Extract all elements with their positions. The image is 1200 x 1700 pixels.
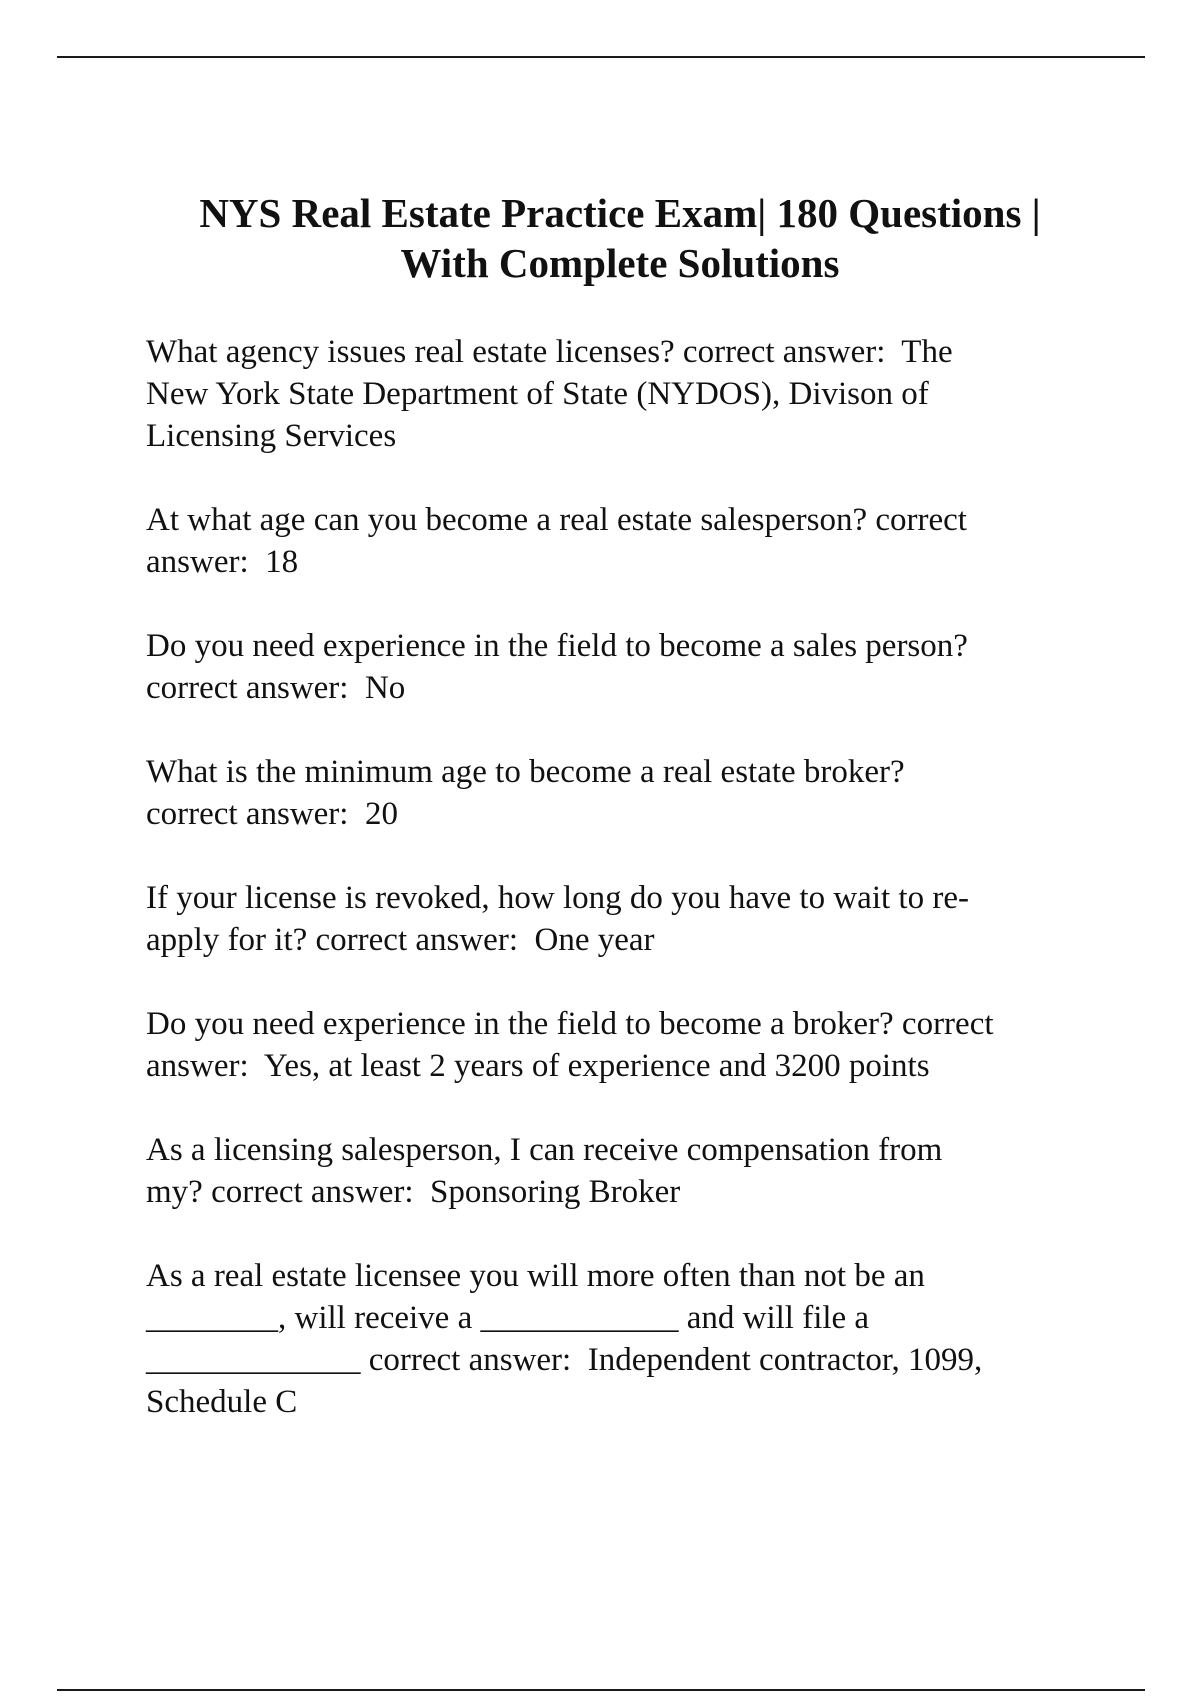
question-list — [146, 331, 1086, 1465]
title-line-1: NYS Real Estate Practice Exam| 180 Questions | — [199, 190, 1041, 236]
question-line: New York State Department of State (NYDOS), Divison of — [146, 376, 929, 412]
question-line: As a licensing salesperson, I can receive compensation from — [146, 1132, 943, 1168]
question-item — [146, 877, 1086, 961]
question-line: What is the minimum age to become a real estate broker? — [146, 754, 905, 790]
question-item — [146, 1003, 1086, 1087]
question-item — [146, 1255, 1086, 1423]
top-divider — [57, 56, 1145, 58]
document-title — [140, 188, 1100, 288]
question-line: Schedule C — [146, 1384, 298, 1420]
question-line: _____________ correct answer: Independent contractor, 1099, — [146, 1342, 983, 1378]
question-line: At what age can you become a real estate salesperson? correct — [146, 502, 967, 538]
question-line: correct answer: 20 — [146, 796, 398, 832]
question-line: As a real estate licensee you will more often than not be an — [146, 1258, 925, 1294]
bottom-divider — [57, 1689, 1145, 1691]
question-item — [146, 751, 1086, 835]
question-line: answer: 18 — [146, 544, 299, 580]
question-item — [146, 625, 1086, 709]
question-line: apply for it? correct answer: One year — [146, 922, 655, 958]
question-item — [146, 1129, 1086, 1213]
question-line: answer: Yes, at least 2 years of experience and 3200 points — [146, 1048, 930, 1084]
question-line: ________, will receive a ____________ and will file a — [146, 1300, 870, 1336]
question-line: What agency issues real estate licenses? correct answer: The — [146, 334, 953, 370]
question-line: correct answer: No — [146, 670, 406, 706]
question-line: Do you need experience in the field to become a broker? correct — [146, 1006, 994, 1042]
title-line-2: With Complete Solutions — [400, 240, 840, 286]
question-line: If your license is revoked, how long do you have to wait to re- — [146, 880, 969, 916]
question-line: Do you need experience in the field to become a sales person? — [146, 628, 968, 664]
question-item — [146, 499, 1086, 583]
question-item — [146, 331, 1086, 457]
question-line: my? correct answer: Sponsoring Broker — [146, 1174, 681, 1210]
question-line: Licensing Services — [146, 418, 397, 454]
